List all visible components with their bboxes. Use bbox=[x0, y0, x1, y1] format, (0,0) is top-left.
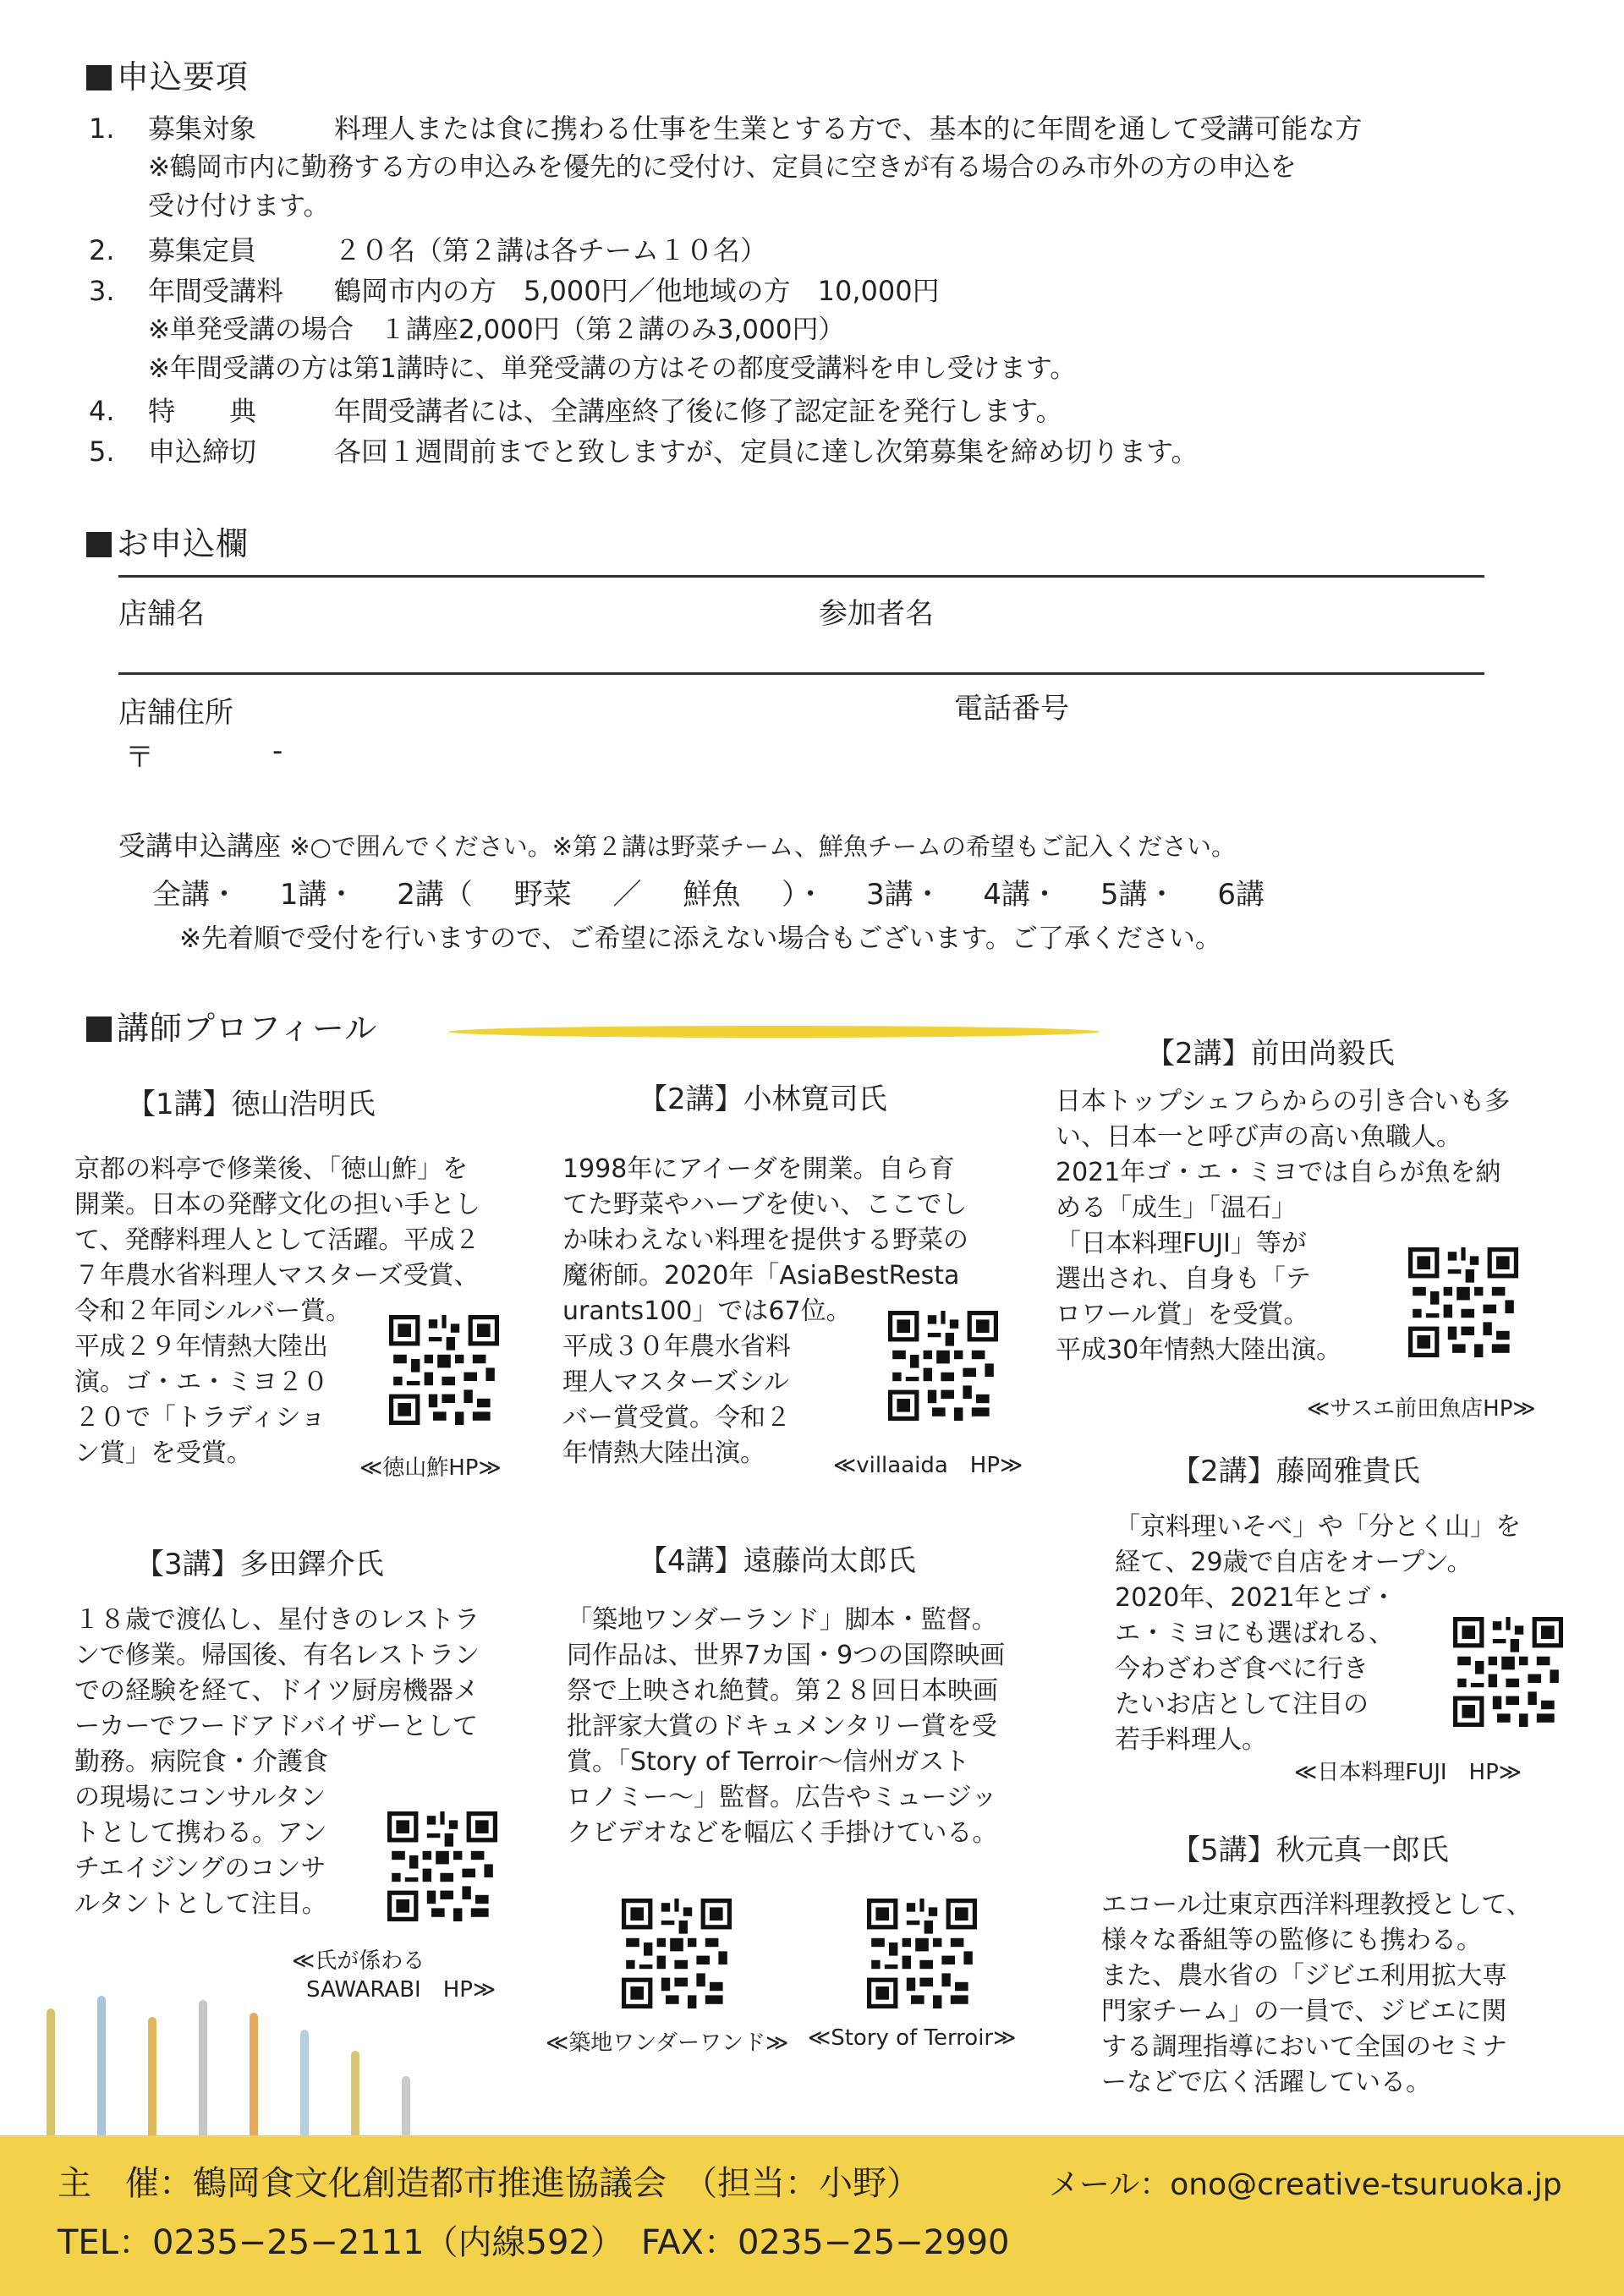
form-divider bbox=[118, 575, 1484, 578]
requirement-2: 2. 募集定員 ２０名（第２講は各チーム１０名） bbox=[89, 234, 768, 266]
instructor-bio: 「京料理いそべ」や「分とく山」を 経て、29歳で自店をオープン。 2020年、2021年とゴ・ エ・ミヨにも選ばれる、 今わざわざ食べに行き たいお店として注目の 若手料理人。 bbox=[1115, 1512, 1521, 1755]
instructor-bio: 「築地ワンダーランド」脚本・監督。 同作品は、世界7カ国・9つの国際映画 祭で上映され絶賛。第２８回日本映画 批評家大賞のドキュメンタリー賞を受 賞。「Story of Terroir～信州ガスト ロノミー～」監督。広告やミュージッ クビデオなどを幅広く手掛けている。 bbox=[567, 1605, 1006, 1848]
instructor-title: 【5講】秋元真一郎氏 bbox=[1171, 1833, 1449, 1867]
organizer-line: 主 催：鶴岡食文化創造都市推進協議会 （担当：小野） bbox=[58, 2164, 920, 2203]
instructor-title: 【2講】藤岡雅貴氏 bbox=[1171, 1455, 1420, 1488]
qr-caption: ≪築地ワンダーワンド≫ bbox=[546, 2030, 789, 2056]
instructor-bio: 1998年にアイーダを開業。自ら育 てた野菜やハーブを使い、ここでし か味わえない料理を提供する野菜の 魔術師。2020年「AsiaBestResta urants100」では67位。 平成３０年農水省料 理人マスターズシル バー賞受賞。令和２ 年情熱大陸出演。 bbox=[562, 1154, 968, 1468]
qr-caption: ≪Story of Terroir≫ bbox=[808, 2025, 1017, 2051]
instructor-title: 【1講】徳山浩明氏 bbox=[127, 1088, 376, 1121]
course-option[interactable]: 5講・ bbox=[1100, 878, 1177, 912]
requirement-5: 5. 申込締切 各回１週間前までと致しますが、定員に達し次第募集を締め切ります。 bbox=[89, 436, 1199, 468]
course-label: 受講申込講座 bbox=[118, 830, 282, 862]
course-option: ）・ bbox=[782, 878, 826, 912]
cutlery-illustration bbox=[17, 1987, 440, 2140]
profiles-heading: 講師プロフィール bbox=[86, 1002, 377, 1049]
requirement-note: ※単発受講の場合 １講座2,000円（第２講のみ3,000円） bbox=[148, 315, 845, 345]
course-option[interactable]: 全講・ bbox=[152, 878, 239, 912]
course-option[interactable]: 1講・ bbox=[279, 878, 356, 912]
order-note: ※先着順で受付を行いますので、ご希望に添えない場合もございます。ご了承ください。 bbox=[179, 923, 1221, 954]
qr-caption: ≪サスエ前田魚店HP≫ bbox=[1307, 1396, 1536, 1422]
qr-code-icon[interactable] bbox=[1453, 1617, 1563, 1727]
instructor-bio: エコール辻東京西洋料理教授として、 様々な番組等の監修にも携わる。 また、農水省の「ジビエ利用拡大専 門家チーム」の一員で、ジビエに関 する調理指導において全国のセミナ ーなどで広く活躍している。 bbox=[1101, 1890, 1532, 2097]
qr-caption: SAWARABI HP≫ bbox=[306, 1977, 497, 2003]
postal-mark: 〒 bbox=[125, 741, 154, 775]
application-heading: お申込欄 bbox=[86, 518, 249, 564]
store-address-label: 店舗住所 bbox=[118, 696, 233, 730]
instructor-title: 【2講】小林寛司氏 bbox=[639, 1082, 887, 1116]
course-option[interactable]: 野菜 bbox=[513, 878, 572, 912]
course-option[interactable]: 2講（ bbox=[397, 878, 473, 912]
tel-fax-line: TEL：0235−25−2111（内線592） FAX：0235−25−2990 bbox=[58, 2223, 1010, 2262]
qr-code-icon[interactable] bbox=[867, 1899, 977, 2008]
email-link[interactable]: メール：ono@creative-tsuruoka.jp bbox=[1049, 2167, 1562, 2202]
phone-label: 電話番号 bbox=[954, 692, 1069, 726]
instructor-title: 【3講】多田鐸介氏 bbox=[135, 1548, 384, 1581]
requirement-note: ※年間受講の方は第1講時に、単発受講の方はその都度受講料を申し受けます。 bbox=[148, 353, 1077, 384]
qr-code-icon[interactable] bbox=[389, 1315, 499, 1425]
qr-caption: ≪氏が係わる bbox=[292, 1948, 425, 1974]
postal-dash: - bbox=[272, 734, 283, 768]
store-name-label: 店舗名 bbox=[118, 597, 205, 631]
course-option: ／ bbox=[612, 878, 642, 912]
qr-code-icon[interactable] bbox=[1408, 1247, 1518, 1357]
course-note: ※○で囲んでください。※第２講は野菜チーム、鮮魚チームの希望もご記入ください。 bbox=[289, 832, 1236, 861]
qr-caption: ≪日本料理FUJI HP≫ bbox=[1294, 1760, 1522, 1785]
course-option[interactable]: 6講 bbox=[1217, 878, 1265, 912]
qr-caption: ≪徳山鮓HP≫ bbox=[359, 1455, 502, 1481]
course-options bbox=[152, 871, 1297, 912]
requirement-note: ※鶴岡市内に勤務する方の申込みを優先的に受付け、定員に空きが有る場合のみ市外の方の申込を bbox=[148, 152, 1297, 183]
qr-code-icon[interactable] bbox=[888, 1311, 998, 1421]
qr-caption: ≪villaaida HP≫ bbox=[833, 1453, 1023, 1478]
requirement-3: 3. 年間受講料 鶴岡市内の方 5,000円／他地域の方 10,000円 bbox=[89, 275, 940, 307]
instructor-title: 【2講】前田尚毅氏 bbox=[1146, 1037, 1395, 1071]
requirement-note: 受け付けます。 bbox=[148, 191, 330, 222]
form-divider bbox=[118, 672, 1484, 675]
participant-label: 参加者名 bbox=[819, 597, 934, 631]
course-option[interactable]: 鮮魚 bbox=[683, 878, 741, 912]
qr-code-icon[interactable] bbox=[387, 1811, 497, 1921]
requirements-heading: 申込要項 bbox=[86, 51, 249, 97]
instructor-bio: 日本トップシェフらからの引き合いも多 い、日本一と呼び声の高い魚職人。 2021年ゴ・エ・ミヨでは自らが魚を納 める「成生」「温石」 「日本料理FUJI」等が 選出され、自身も「テ ロワール賞」を受賞。 平成30年情熱大陸出演。 bbox=[1056, 1087, 1511, 1365]
course-option[interactable]: 3講・ bbox=[865, 878, 942, 912]
requirement-1: 1. 募集対象 料理人または食に携わる仕事を生業とする方で、基本的に年間を通して受講可能な方 bbox=[89, 112, 1363, 145]
instructor-bio: １８歳で渡仏し、星付きのレストラ ンで修業。帰国後、有名レストラン での経験を経て、ドイツ厨房機器メ ーカーでフードアドバイザーとして 勤務。病院食・介護食 の現場にコンサルタン トとして携わる。アン チエイジングのコンサ ルタントとして注目。 bbox=[74, 1605, 480, 1919]
qr-code-icon[interactable] bbox=[622, 1899, 732, 2008]
requirement-4: 4. 特 典 年間受講者には、全講座終了後に修了認定証を発行します。 bbox=[89, 395, 1063, 427]
course-option[interactable]: 4講・ bbox=[983, 878, 1060, 912]
course-select-row bbox=[118, 825, 1236, 863]
instructor-bio: 京都の料亭で修業後、「徳山鮓」を 開業。日本の発酵文化の担い手とし て、発酵料理人として活躍。平成２ ７年農水省料理人マスターズ受賞、 令和２年同シルバー賞。 平成２９年情熱大陸出 演。ゴ・エ・ミヨ２０ ２０で「トラディショ ン賞」を受賞。 bbox=[74, 1154, 480, 1468]
instructor-title: 【4講】遠藤尚太郎氏 bbox=[639, 1544, 916, 1578]
yellow-brush-stroke bbox=[448, 1019, 1100, 1044]
